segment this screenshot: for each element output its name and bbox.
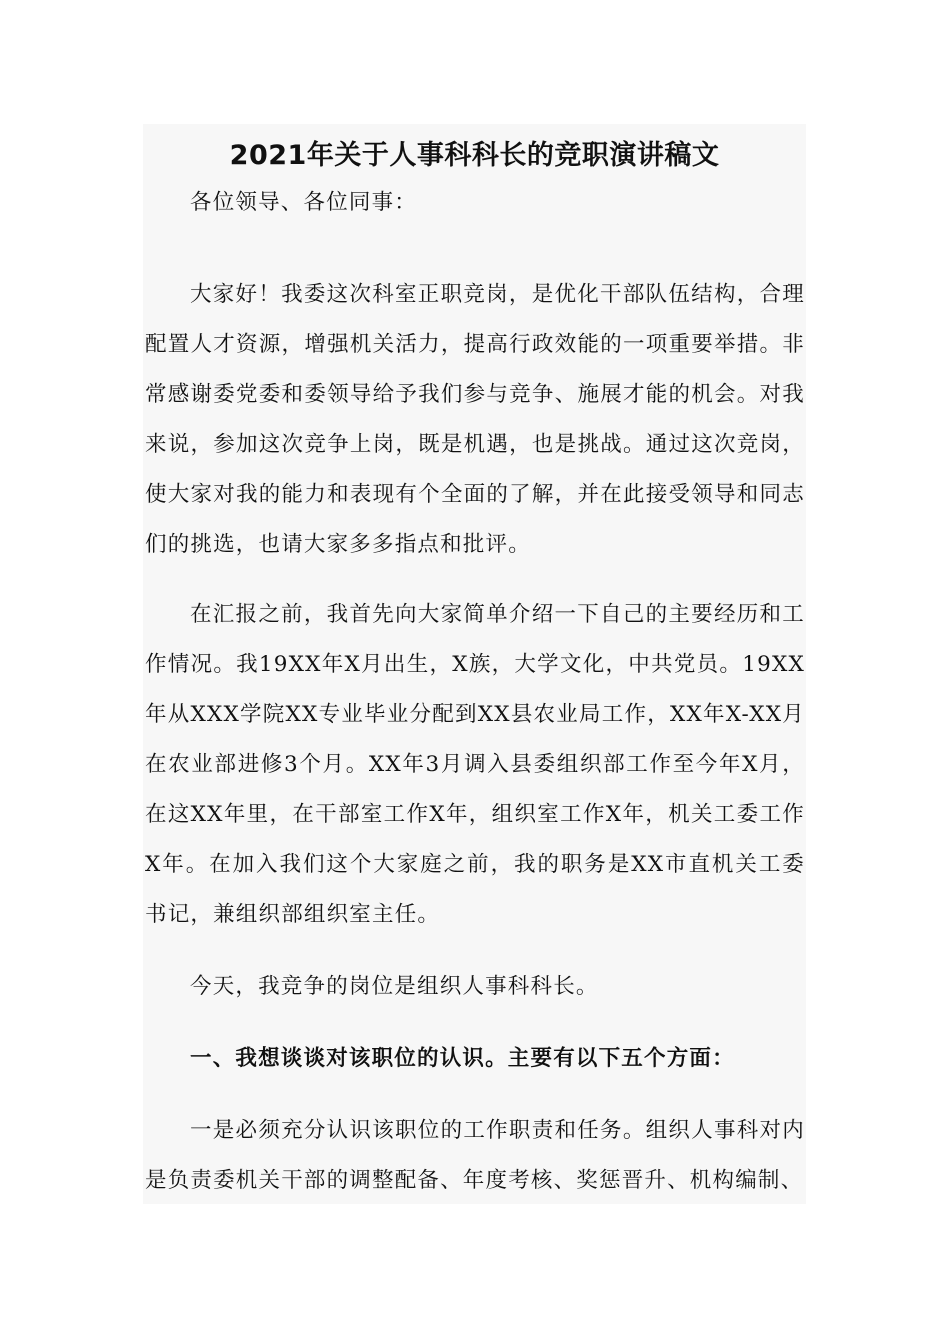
background-paragraph: 在汇报之前，我首先向大家简单介绍一下自己的主要经历和工作情况。我19XX年X月出生，X族，大学文化，中共党员。19XX年从XXX学院XX专业毕业分配到XX县农业局工作，XX年X-XX月在农业部进修3个月。XX年3月调入县委组织部工作至今年X月，在这XX年里，在干部室工作X年，组织室工作X年，机关工委工作X年。在加入我们这个大家庭之前，我的职务是XX市直机关工委书记，兼组织部组织室主任。 [145, 602, 805, 927]
position-paragraph: 今天，我竞争的岗位是组织人事科科长。 [190, 974, 599, 999]
section-heading: 一、我想谈谈对该职位的认识。主要有以下五个方面： [190, 1046, 735, 1071]
salutation-paragraph: 各位领导、各位同事： [190, 190, 418, 215]
document-title: 2021年关于人事科科长的竞职演讲稿文 [229, 140, 720, 171]
point-one-paragraph: 一是必须充分认识该职位的工作职责和任务。组织人事科对内是负责委机关干部的调整配备、年度考核、奖惩晋升、机构编制、 [145, 1118, 805, 1193]
opening-paragraph: 大家好！我委这次科室正职竞岗，是优化干部队伍结构，合理配置人才资源，增强机关活力，提高行政效能的一项重要举措。非常感谢委党委和委领导给予我们参与竞争、施展才能的机会。对我来说，参加这次竞争上岗，既是机遇，也是挑战。通过这次竞岗，使大家对我的能力和表现有个全面的了解，并在此接受领导和同志们的挑选，也请大家多多指点和批评。 [145, 282, 805, 557]
